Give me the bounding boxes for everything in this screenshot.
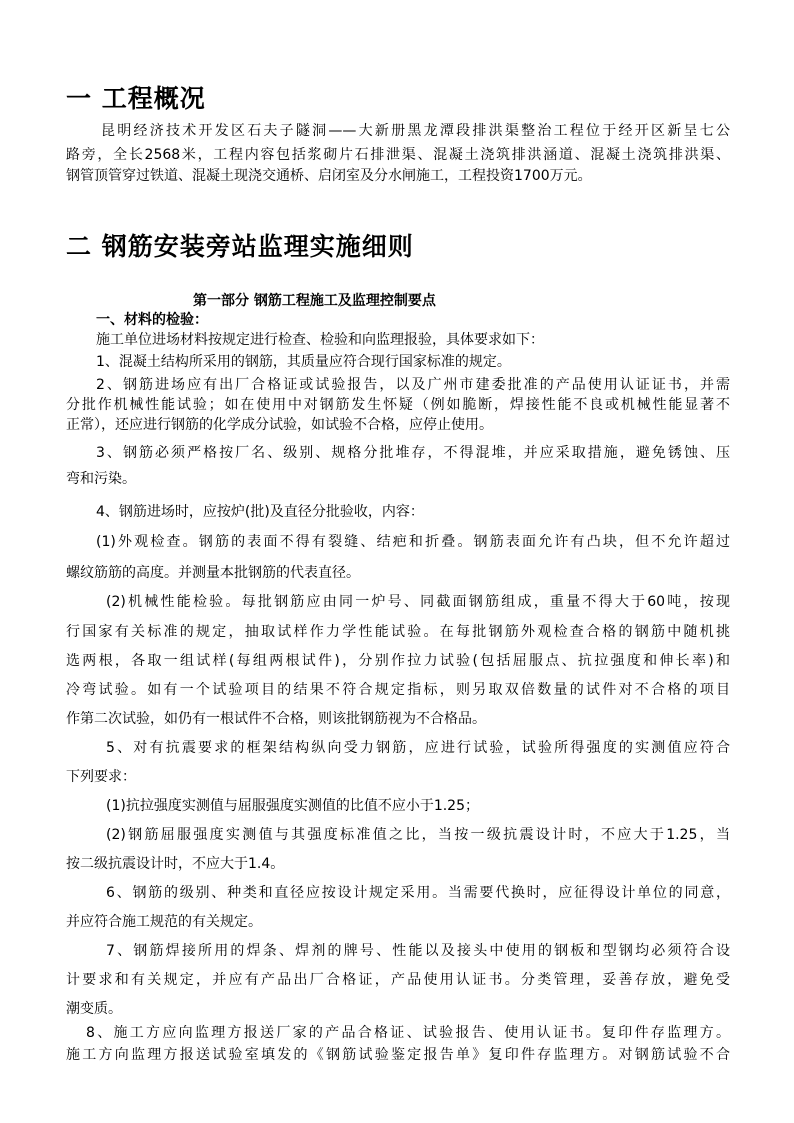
body-line: 选两根，各取一组试样(每组两根试件)，分别作拉力试验(包括屈服点、抗拉强度和伸长率)和: [66, 653, 730, 669]
part-title: 第一部分 钢筋工程施工及监理控制要点: [193, 293, 436, 309]
body-line: 7、钢筋焊接所用的焊条、焊剂的牌号、性能以及接头中使用的钢板和型钢均必须符合设: [106, 943, 730, 959]
section2-heading: 二 钢筋安装旁站监理实施细则: [66, 232, 414, 261]
body-line: 作第二次试验，如仍有一根试件不合格，则该批钢筋视为不合格品。: [66, 711, 486, 727]
body-line: 下列要求：: [66, 769, 136, 785]
body-line: 弯和污染。: [66, 471, 136, 487]
section1-line: 钢管顶管穿过铁道、混凝土现浇交通桥、启闭室及分水闸施工，工程投资1700万元。: [66, 168, 592, 184]
body-line: 2、钢筋进场应有出厂合格证或试验报告，以及广州市建委批准的产品使用认证证书，并需: [96, 377, 730, 393]
section1-line: 昆明经济技术开发区石夫子隧洞——大新册黑龙潭段排洪渠整治工程位于经开区新呈七公: [101, 123, 730, 139]
body-line: (1)抗拉强度实测值与屈服强度实测值的比值不应小于1.25；: [106, 798, 480, 814]
body-line: 分批作机械性能试验；如在使用中对钢筋发生怀疑（例如脆断，焊接性能不良或机械性能显著不: [66, 397, 730, 413]
body-line: (2)钢筋屈服强度实测值与其强度标准值之比，当按一级抗震设计时，不应大于1.25，当: [106, 827, 730, 843]
body-line: (2)机械性能检验。每批钢筋应由同一炉号、同截面钢筋组成，重量不得大于60吨，按现: [106, 594, 730, 610]
body-line: 5、对有抗震要求的框架结构纵向受力钢筋，应进行试验，试验所得强度的实测值应符合: [106, 740, 730, 756]
body-line: 计要求和有关规定，并应有产品出厂合格证，产品使用认证书。分类管理，妥善存放，避免受: [66, 972, 730, 988]
body-line: 正常），还应进行钢筋的化学成分试验，如试验不合格，应停止使用。: [66, 417, 493, 433]
sub-title: 一、材料的检验：: [96, 312, 208, 328]
section1-line: 路旁，全长2568米，工程内容包括浆砌片石排泄渠、混凝土浇筑排洪涵道、混凝土浇筑排洪渠、: [66, 147, 730, 163]
body-line: 冷弯试验。如有一个试验项目的结果不符合规定指标，则另取双倍数量的试件对不合格的项目: [66, 682, 730, 698]
body-line: 施工方向监理方报送试验室填发的《钢筋试验鉴定报告单》复印件存监理方。对钢筋试验不合: [66, 1047, 730, 1063]
body-line: 按二级抗震设计时，不应大于1.4。: [66, 856, 285, 872]
body-line: 3、钢筋必须严格按厂名、级别、规格分批堆存，不得混堆，并应采取措施，避免锈蚀、压: [96, 445, 730, 461]
body-line: 1、混凝土结构所采用的钢筋，其质量应符合现行国家标准的规定。: [96, 354, 511, 370]
body-line: 4、钢筋进场时，应按炉(批)及直径分批验收，内容：: [96, 504, 424, 520]
body-line: 潮变质。: [66, 1001, 122, 1017]
body-line: (1)外观检查。钢筋的表面不得有裂缝、结疤和折叠。钢筋表面允许有凸块，但不允许超过: [96, 534, 730, 550]
body-line: 8、施工方应向监理方报送厂家的产品合格证、试验报告、使用认证书。复印件存监理方。: [86, 1025, 730, 1041]
body-line: 施工单位进场材料按规定进行检查、检验和向监理报验，具体要求如下：: [96, 332, 544, 348]
body-line: 并应符合施工规范的有关规定。: [66, 914, 262, 930]
body-line: 行国家有关标准的规定，抽取试样作力学性能试验。在每批钢筋外观检查合格的钢筋中随机挑: [66, 624, 730, 640]
body-line: 6、钢筋的级别、种类和直径应按设计规定采用。当需要代换时，应征得设计单位的同意，: [106, 885, 730, 901]
section1-heading: 一 工程概况: [66, 84, 206, 113]
body-line: 螺纹筋筋的高度。并测量本批钢筋的代表直径。: [66, 565, 360, 581]
